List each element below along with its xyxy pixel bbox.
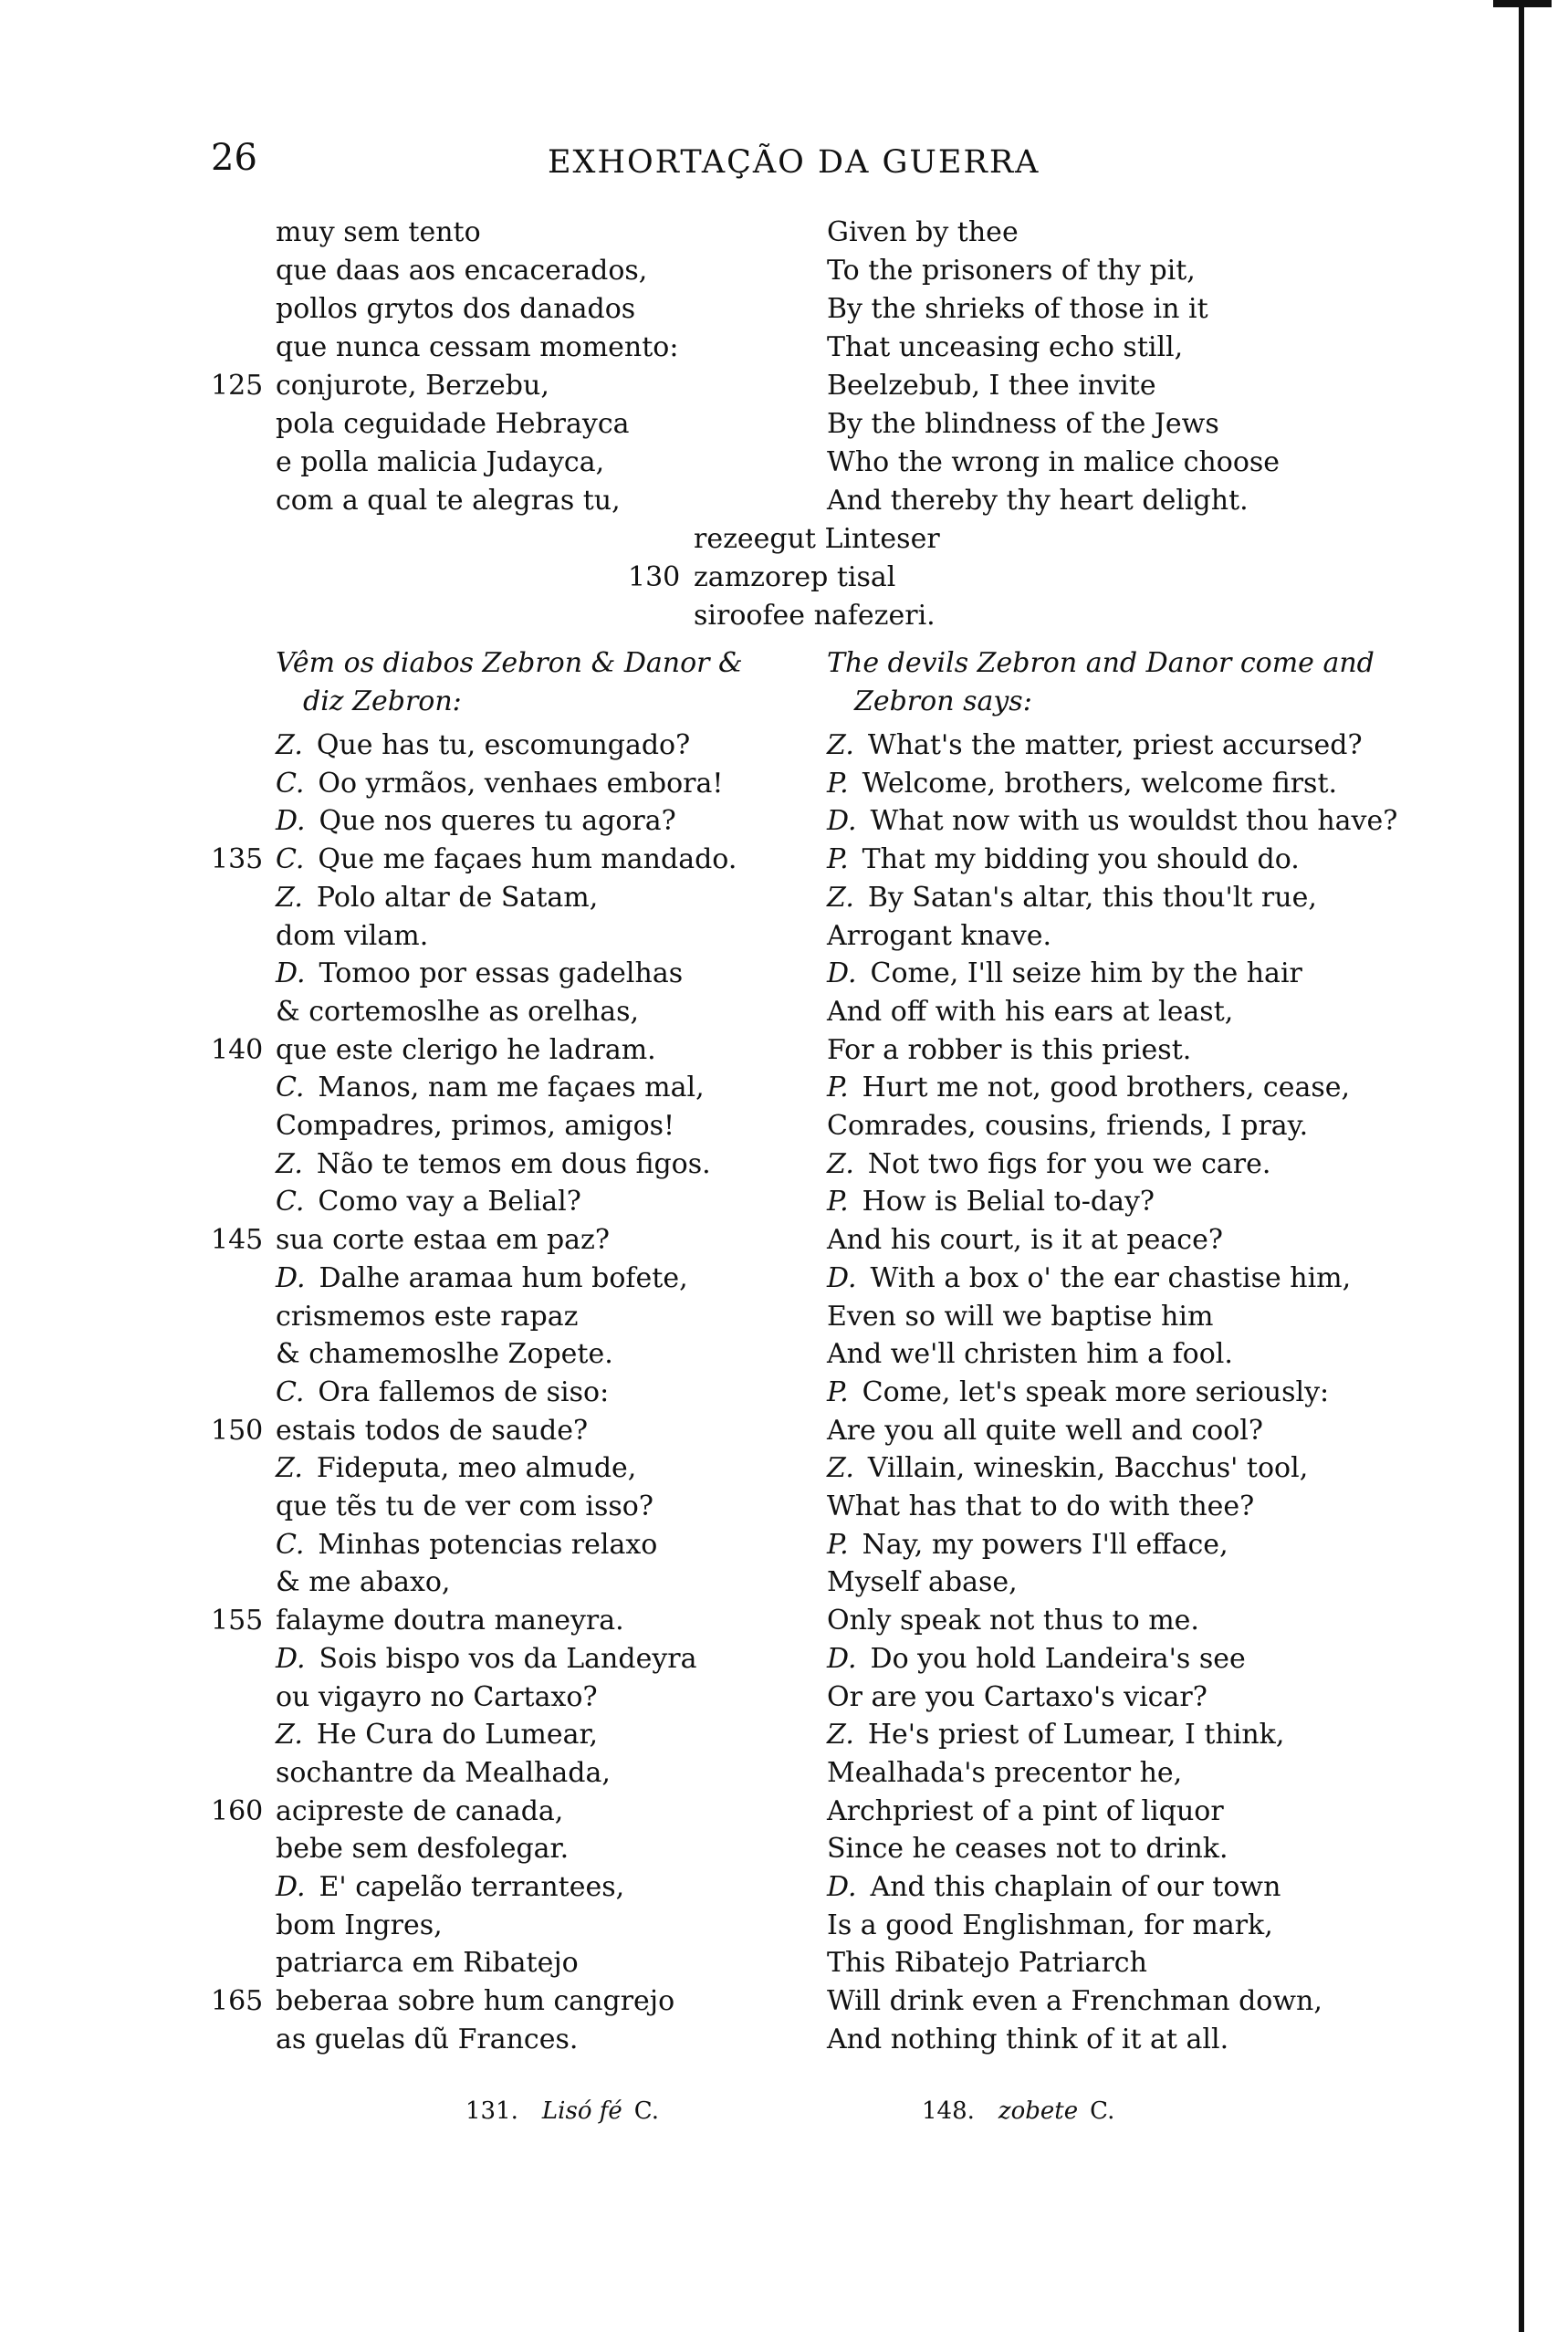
verse-text: What has that to do with thee? bbox=[827, 1490, 1255, 1522]
speaker-label: C. bbox=[276, 1186, 305, 1218]
right-verse-line bbox=[827, 1490, 1255, 1522]
verse-text: And nothing think of it at all. bbox=[827, 2023, 1229, 2055]
verse-text: bebe sem desfolegar. bbox=[276, 1833, 570, 1866]
verse-text: Villain, wineskin, Bacchus' tool, bbox=[867, 1452, 1309, 1485]
verse-text: Que me façaes hum mandado. bbox=[318, 843, 737, 876]
right-verse-line bbox=[827, 1566, 1018, 1599]
speaker-label: C. bbox=[276, 843, 305, 876]
footnote bbox=[465, 2099, 659, 2123]
verse-text: Will drink even a Frenchman down, bbox=[827, 1985, 1322, 2018]
right-verse-line bbox=[827, 1756, 1183, 1789]
left-verse-line bbox=[276, 1607, 624, 1635]
left-verse-line bbox=[276, 1261, 688, 1294]
right-verse-line bbox=[827, 729, 1363, 761]
left-verse-line bbox=[276, 1719, 599, 1752]
verse-text: Comrades, cousins, friends, I pray. bbox=[827, 1110, 1309, 1142]
right-verse-line bbox=[827, 1375, 1330, 1408]
left-verse-line: pollos grytos dos danados bbox=[276, 293, 636, 325]
verse-text: & me abaxo, bbox=[276, 1566, 451, 1599]
verse-text: Fideputa, meo almude, bbox=[316, 1452, 637, 1485]
verse-text: And his court, is it at peace? bbox=[827, 1224, 1223, 1257]
left-verse-line bbox=[276, 767, 724, 800]
speaker-label: Z. bbox=[827, 1452, 854, 1485]
left-verse-line bbox=[276, 805, 676, 838]
right-verse-line: Who the wrong in malice choose bbox=[827, 446, 1281, 478]
verse-text: Only speak not thus to me. bbox=[827, 1605, 1199, 1637]
verse-text: That my bidding you should do. bbox=[862, 843, 1300, 876]
right-verse-line bbox=[827, 1147, 1271, 1180]
left-verse-line: pola ceguidade Hebrayca bbox=[276, 408, 630, 440]
left-verse-line bbox=[276, 1188, 581, 1216]
verse-text: ou vigayro no Cartaxo? bbox=[276, 1680, 598, 1713]
verse-text: Hurt me not, good brothers, cease, bbox=[862, 1072, 1351, 1104]
verse-text: & cortemoslhe as orelhas, bbox=[276, 995, 640, 1028]
stage-direction-left: diz Zebron: bbox=[303, 685, 462, 717]
verse-text: Não te temos em dous figos. bbox=[316, 1147, 711, 1180]
verse-text: Not two figs for you we care. bbox=[867, 1147, 1271, 1180]
right-verse-line: And thereby thy heart delight. bbox=[827, 485, 1249, 517]
verse-text: crismemos este rapaz bbox=[276, 1300, 579, 1333]
right-verse-line bbox=[827, 1607, 1199, 1635]
stage-direction-right: The devils Zebron and Danor come and bbox=[827, 647, 1375, 679]
verse-text: Manos, nam me façaes mal, bbox=[318, 1072, 705, 1104]
right-verse-line bbox=[827, 1074, 1350, 1102]
left-verse-line bbox=[276, 1338, 613, 1371]
left-verse-line: com a qual te alegras tu, bbox=[276, 485, 621, 517]
left-verse-line: que daas aos encacerados, bbox=[276, 255, 648, 287]
left-verse-line bbox=[276, 881, 599, 914]
left-verse-line bbox=[276, 1110, 675, 1142]
verse-text: Que nos queres tu agora? bbox=[319, 805, 676, 838]
right-verse-line bbox=[827, 1642, 1246, 1675]
line-number: 160 bbox=[211, 1794, 264, 1827]
right-verse-line bbox=[827, 1300, 1214, 1333]
line-number: 125 bbox=[211, 370, 264, 402]
right-verse-line bbox=[827, 957, 1302, 990]
verse-text: Or are you Cartaxo's vicar? bbox=[827, 1680, 1207, 1713]
left-verse-line bbox=[276, 1147, 711, 1180]
left-verse-line bbox=[276, 1490, 653, 1522]
right-verse-line bbox=[827, 2023, 1229, 2055]
left-verse-line bbox=[276, 1375, 610, 1408]
right-verse-line: Beelzebub, I thee invite bbox=[827, 370, 1156, 402]
right-verse-line bbox=[827, 767, 1338, 800]
speaker-label: D. bbox=[276, 1871, 306, 1903]
right-verse-line bbox=[827, 1528, 1228, 1561]
line-number: 135 bbox=[211, 843, 264, 876]
verse-text: falayme doutra maneyra. bbox=[276, 1605, 624, 1637]
verse-text: And we'll christen him a fool. bbox=[827, 1338, 1233, 1371]
left-verse-line bbox=[276, 1680, 598, 1713]
verse-text: Is a good Englishman, for mark, bbox=[827, 1908, 1273, 1941]
left-verse-line bbox=[276, 1033, 656, 1066]
left-verse-line bbox=[276, 1224, 610, 1257]
left-verse-line: muy sem tento bbox=[276, 216, 481, 248]
verse-text: Compadres, primos, amigos! bbox=[276, 1110, 675, 1142]
verse-text: Que has tu, escomungado? bbox=[316, 729, 691, 761]
verse-text: Come, I'll seize him by the hair bbox=[870, 957, 1302, 990]
right-verse-line bbox=[827, 1871, 1281, 1903]
verse-text: as guelas dũ Frances. bbox=[276, 2023, 579, 2055]
speaker-label: D. bbox=[276, 1261, 306, 1294]
speaker-label: Z. bbox=[276, 881, 303, 914]
left-verse-line bbox=[276, 1414, 589, 1447]
speaker-label: D. bbox=[276, 957, 306, 990]
speaker-label: D. bbox=[276, 1642, 306, 1675]
verse-text: Archpriest of a pint of liquor bbox=[827, 1794, 1224, 1827]
speaker-label: P. bbox=[827, 1528, 849, 1561]
verse-text: Myself abase, bbox=[827, 1566, 1018, 1599]
speaker-label: D. bbox=[827, 1261, 857, 1294]
footnote bbox=[922, 2099, 1114, 2123]
speaker-label: P. bbox=[827, 843, 849, 876]
line-number: 150 bbox=[211, 1414, 264, 1447]
verse-text: sua corte estaa em paz? bbox=[276, 1224, 610, 1257]
footnote-variant: Lisó fé bbox=[541, 2097, 622, 2125]
speaker-label: Z. bbox=[827, 881, 854, 914]
verse-text: And this chaplain of our town bbox=[870, 1871, 1281, 1903]
verse-text: Minhas potencias relaxo bbox=[318, 1528, 658, 1561]
right-verse-line: By the blindness of the Jews bbox=[827, 408, 1219, 440]
stage-direction-left: Vêm os diabos Zebron & Danor & bbox=[276, 647, 743, 679]
right-verse-line bbox=[827, 805, 1398, 838]
right-verse-line bbox=[827, 1033, 1192, 1066]
right-verse-line bbox=[827, 1680, 1207, 1713]
speaker-label: Z. bbox=[276, 1147, 303, 1180]
left-verse-line bbox=[276, 2023, 579, 2055]
right-verse-line bbox=[827, 1261, 1352, 1294]
right-verse-line bbox=[827, 1908, 1273, 1941]
footnote-number: 148. bbox=[922, 2097, 975, 2125]
speaker-label: C. bbox=[276, 1072, 305, 1104]
right-verse-line bbox=[827, 1110, 1309, 1142]
left-verse-line bbox=[276, 1833, 570, 1866]
verse-text: que tẽs tu de ver com isso? bbox=[276, 1490, 653, 1522]
speaker-label: D. bbox=[827, 1642, 857, 1675]
verse-text: que este clerigo he ladram. bbox=[276, 1033, 656, 1066]
speaker-label: P. bbox=[827, 767, 849, 800]
verse-text: Nay, my powers I'll efface, bbox=[862, 1528, 1228, 1561]
speaker-label: C. bbox=[276, 1375, 305, 1408]
verse-text: Welcome, brothers, welcome first. bbox=[862, 767, 1338, 800]
verse-text: Arrogant knave. bbox=[827, 919, 1052, 952]
right-verse-line bbox=[827, 1188, 1155, 1216]
footnote-siglum: C. bbox=[633, 2097, 659, 2125]
verse-text: Tomoo por essas gadelhas bbox=[319, 957, 684, 990]
verse-text: acipreste de canada, bbox=[276, 1794, 564, 1827]
speaker-label: Z. bbox=[276, 1719, 303, 1752]
left-verse-line bbox=[276, 1074, 705, 1102]
speaker-label: C. bbox=[276, 767, 305, 800]
speaker-label: D. bbox=[276, 805, 306, 838]
speaker-label: Z. bbox=[827, 729, 854, 761]
left-verse-line bbox=[276, 1794, 564, 1827]
left-verse-line bbox=[276, 1908, 443, 1941]
left-verse-line bbox=[276, 843, 737, 876]
speaker-label: Z. bbox=[276, 1452, 303, 1485]
speaker-label: D. bbox=[827, 957, 857, 990]
verse-text: Como vay a Belial? bbox=[318, 1186, 581, 1218]
verse-text: beberaa sobre hum cangrejo bbox=[276, 1985, 675, 2018]
verse-text: Dalhe aramaa hum bofete, bbox=[319, 1261, 688, 1294]
right-verse-line: Given by thee bbox=[827, 216, 1019, 248]
verse-text: And off with his ears at least, bbox=[827, 995, 1234, 1028]
left-verse-line bbox=[276, 1985, 675, 2018]
verse-text: Do you hold Landeira's see bbox=[870, 1642, 1246, 1675]
right-verse-line bbox=[827, 1947, 1147, 1980]
stage-direction-right: Zebron says: bbox=[854, 685, 1032, 717]
verse-text: With a box o' the ear chastise him, bbox=[870, 1261, 1352, 1294]
verse-text: Mealhada's precentor he, bbox=[827, 1756, 1183, 1789]
verse-text: patriarca em Ribatejo bbox=[276, 1947, 579, 1980]
speaker-label: C. bbox=[276, 1528, 305, 1561]
verse-text: This Ribatejo Patriarch bbox=[827, 1947, 1147, 1980]
right-verse-line bbox=[827, 1224, 1223, 1257]
verse-text: He Cura do Lumear, bbox=[316, 1719, 599, 1752]
line-number: 165 bbox=[211, 1985, 264, 2018]
left-verse-line bbox=[276, 919, 429, 952]
verse-text: Are you all quite well and cool? bbox=[827, 1414, 1263, 1447]
verse-text: E' capelão terrantees, bbox=[319, 1871, 625, 1903]
speaker-label: P. bbox=[827, 1072, 849, 1104]
verse-text: Oo yrmãos, venhaes embora! bbox=[318, 767, 724, 800]
incantation-line: siroofee nafezeri. bbox=[694, 600, 936, 632]
verse-text: What now with us wouldst thou have? bbox=[870, 805, 1398, 838]
line-number: 130 bbox=[628, 561, 681, 593]
right-verse-line bbox=[827, 1794, 1224, 1827]
verse-text: He's priest of Lumear, I think, bbox=[867, 1719, 1285, 1752]
left-verse-line bbox=[276, 1756, 611, 1789]
left-verse-line bbox=[276, 1452, 637, 1485]
footnote-variant: zobete bbox=[998, 2097, 1079, 2125]
line-number: 155 bbox=[211, 1605, 264, 1637]
verse-text: Even so will we baptise him bbox=[827, 1300, 1214, 1333]
footnote-siglum: C. bbox=[1090, 2097, 1115, 2125]
right-verse-line: To the prisoners of thy pit, bbox=[827, 255, 1196, 287]
right-verse-line bbox=[827, 881, 1317, 914]
right-verse-line: That unceasing echo still, bbox=[827, 331, 1184, 363]
page-number: 26 bbox=[211, 137, 257, 179]
left-verse-line bbox=[276, 1300, 579, 1333]
speaker-label: P. bbox=[827, 1375, 849, 1408]
right-verse-line bbox=[827, 995, 1234, 1028]
verse-text: & chamemoslhe Zopete. bbox=[276, 1338, 613, 1371]
left-verse-line bbox=[276, 995, 640, 1028]
line-number: 140 bbox=[211, 1033, 264, 1066]
footnote-number: 131. bbox=[465, 2097, 518, 2125]
left-verse-line bbox=[276, 1566, 451, 1599]
speaker-label: D. bbox=[827, 805, 857, 838]
right-verse-line: By the shrieks of those in it bbox=[827, 293, 1208, 325]
left-verse-line bbox=[276, 1947, 579, 1980]
right-verse-line bbox=[827, 1833, 1228, 1866]
left-verse-line bbox=[276, 729, 691, 761]
left-verse-line bbox=[276, 1642, 697, 1675]
speaker-label: D. bbox=[827, 1871, 857, 1903]
verse-text: Ora fallemos de siso: bbox=[318, 1375, 610, 1408]
verse-text: sochantre da Mealhada, bbox=[276, 1756, 611, 1789]
verse-text: Come, let's speak more seriously: bbox=[862, 1375, 1330, 1408]
verse-text: Sois bispo vos da Landeyra bbox=[319, 1642, 697, 1675]
incantation-line: rezeegut Linteser bbox=[694, 523, 940, 555]
right-verse-line bbox=[827, 1452, 1309, 1485]
running-head: EXHORTAÇÃO DA GUERRA bbox=[548, 144, 1040, 181]
left-verse-line: e polla malicia Judayca, bbox=[276, 446, 605, 478]
verse-text: By Satan's altar, this thou'lt rue, bbox=[867, 881, 1317, 914]
speaker-label: Z. bbox=[827, 1719, 854, 1752]
verse-text: dom vilam. bbox=[276, 919, 429, 952]
right-verse-line bbox=[827, 1414, 1263, 1447]
verse-text: For a robber is this priest. bbox=[827, 1033, 1192, 1066]
verse-text: Polo altar de Satam, bbox=[316, 881, 599, 914]
right-verse-line bbox=[827, 919, 1052, 952]
verse-text: How is Belial to-day? bbox=[862, 1186, 1155, 1218]
speaker-label: P. bbox=[827, 1186, 849, 1218]
binding-edge bbox=[1519, 0, 1524, 2332]
right-verse-line bbox=[827, 843, 1300, 876]
verse-text: estais todos de saude? bbox=[276, 1414, 589, 1447]
line-number: 145 bbox=[211, 1224, 264, 1257]
left-verse-line bbox=[276, 1871, 625, 1903]
verse-text: Since he ceases not to drink. bbox=[827, 1833, 1228, 1866]
left-verse-line: que nunca cessam momento: bbox=[276, 331, 679, 363]
right-verse-line bbox=[827, 1338, 1233, 1371]
speaker-label: Z. bbox=[276, 729, 303, 761]
verse-text: bom Ingres, bbox=[276, 1908, 443, 1941]
incantation-line: zamzorep tisal bbox=[694, 561, 896, 593]
right-verse-line bbox=[827, 1985, 1322, 2018]
verse-text: What's the matter, priest accursed? bbox=[867, 729, 1363, 761]
speaker-label: Z. bbox=[827, 1147, 854, 1180]
left-verse-line: conjurote, Berzebu, bbox=[276, 370, 549, 402]
right-verse-line bbox=[827, 1719, 1285, 1752]
left-verse-line bbox=[276, 1528, 658, 1561]
left-verse-line bbox=[276, 957, 684, 990]
